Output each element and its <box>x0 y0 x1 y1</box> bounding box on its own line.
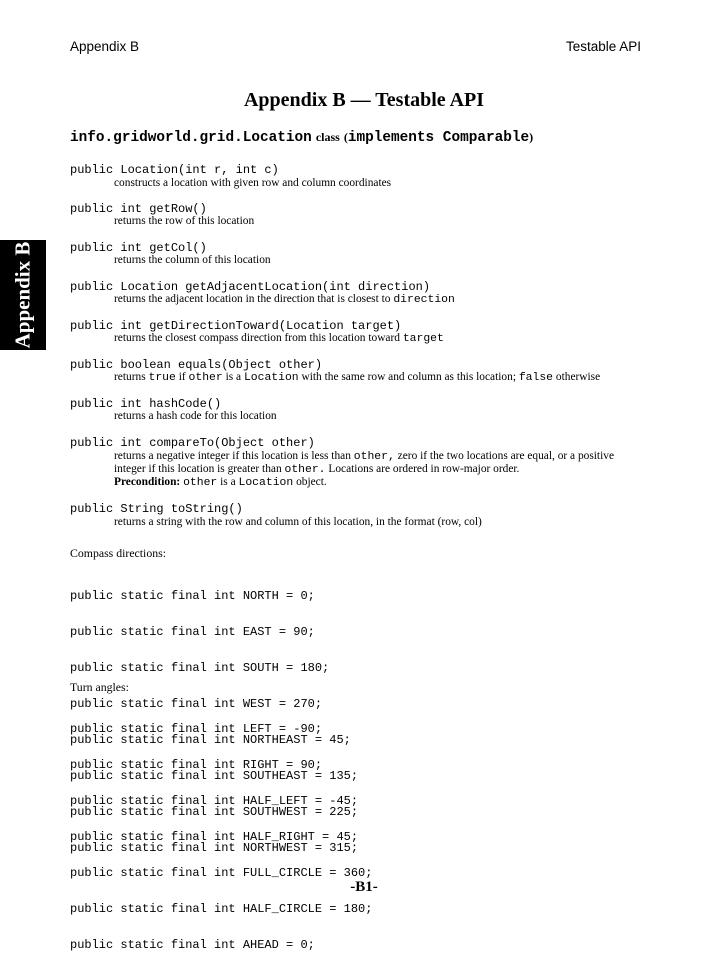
constant-line: public static final int FULL_CIRCLE = 360; <box>70 866 373 880</box>
method-signature-getdirectiontoward: public int getDirectionToward(Location target) <box>70 319 402 333</box>
desc-text: with the same row and column as this location; <box>301 371 516 383</box>
desc-text: is a <box>220 476 236 488</box>
desc-code: other <box>188 372 223 384</box>
constant-line: public static final int AHEAD = 0; <box>70 938 315 952</box>
constant-line: public static final int LEFT = -90; <box>70 722 323 736</box>
desc-text: if <box>178 371 186 383</box>
constant-line: public static final int HALF_RIGHT = 45; <box>70 830 359 844</box>
desc-code: other. <box>284 464 326 476</box>
class-keyword: class <box>315 130 340 144</box>
desc-code: direction <box>393 294 455 306</box>
method-desc-hashcode: returns a hash code for this location <box>114 410 277 422</box>
method-signature-compareto: public int compareTo(Object other) <box>70 436 315 450</box>
constant-line: public static final int WEST = 270; <box>70 697 323 711</box>
desc-text: is a <box>225 371 242 383</box>
method-desc-constructor: constructs a location with given row and column coordinates <box>114 177 392 189</box>
appendix-side-tab <box>0 240 46 350</box>
desc-text: object. <box>296 476 327 488</box>
constant-line: public static final int NORTHWEST = 315; <box>70 841 359 855</box>
constant-line: public static final int SOUTHEAST = 135; <box>70 769 359 783</box>
constant-line: public static final int RIGHT = 90; <box>70 758 323 772</box>
constant-line: public static final int EAST = 90; <box>70 625 315 639</box>
method-signature-getadjacentlocation: public Location getAdjacentLocation(int direction) <box>70 280 431 294</box>
constant-line: public static final int SOUTH = 180; <box>70 661 330 675</box>
turn-constants <box>70 699 372 963</box>
desc-code: target <box>402 333 444 345</box>
desc-code: false <box>518 372 554 384</box>
page-number: -B1- <box>350 879 378 895</box>
turn-angles-label: Turn angles: <box>70 680 129 694</box>
method-signature-tostring: public String toString() <box>70 502 243 516</box>
method-desc-compareto-line2 <box>114 463 519 476</box>
paren-close: ) <box>529 130 534 144</box>
desc-code: Location <box>238 477 294 489</box>
running-header-right: Testable API <box>566 39 642 54</box>
compass-directions-label: Compass directions: <box>70 546 167 560</box>
method-desc-getadjacentlocation <box>114 293 455 306</box>
method-signature-getcol: public int getCol() <box>70 241 207 255</box>
desc-code: other <box>183 477 218 489</box>
desc-text: returns the closest compass direction from this location toward <box>114 332 400 344</box>
constant-line: public static final int SOUTHWEST = 225; <box>70 805 359 819</box>
desc-code: other, <box>353 451 395 463</box>
method-precondition-compareto <box>114 476 327 489</box>
desc-code: Location <box>243 372 299 384</box>
constant-line: public static final int HALF_LEFT = -45; <box>70 794 359 808</box>
constant-line: public static final int HALF_CIRCLE = 180; <box>70 902 373 916</box>
method-signature-hashcode: public int hashCode() <box>70 397 222 411</box>
desc-code: true <box>148 372 176 384</box>
method-desc-tostring: returns a string with the row and column of this location, in the format (row, col) <box>114 516 482 528</box>
desc-text: zero if the two locations are equal, or a positive <box>397 450 615 462</box>
method-desc-getdirectiontoward <box>114 332 444 345</box>
desc-text: integer if this location is greater than <box>114 463 282 475</box>
method-desc-equals <box>114 371 600 384</box>
desc-text: otherwise <box>555 371 601 383</box>
constant-line: public static final int NORTH = 0; <box>70 589 315 603</box>
precondition-label: Precondition: <box>114 476 181 488</box>
method-signature-constructor: public Location(int r, int c) <box>70 163 279 177</box>
desc-text: returns a negative integer if this location is less than <box>114 450 351 462</box>
constant-line: public static final int NORTHEAST = 45; <box>70 733 351 747</box>
method-desc-compareto-line1 <box>114 450 614 463</box>
desc-text: Locations are ordered in row-major order. <box>328 463 520 475</box>
paren-open: ( <box>343 130 348 144</box>
class-heading <box>70 128 533 146</box>
running-header-left: Appendix B <box>70 39 140 54</box>
page-title: Appendix B — Testable API <box>243 89 485 111</box>
class-name: info.gridworld.grid.Location <box>70 130 312 146</box>
method-signature-getrow: public int getRow() <box>70 202 207 216</box>
implements-clause: implements Comparable <box>347 130 530 146</box>
method-desc-getcol: returns the column of this location <box>114 254 271 266</box>
side-tab-label: Appendix B <box>10 241 35 349</box>
method-desc-getrow: returns the row of this location <box>114 215 255 227</box>
method-signature-equals: public boolean equals(Object other) <box>70 358 323 372</box>
desc-text: returns <box>114 371 146 383</box>
desc-text: returns the adjacent location in the direction that is closest to <box>114 293 391 305</box>
